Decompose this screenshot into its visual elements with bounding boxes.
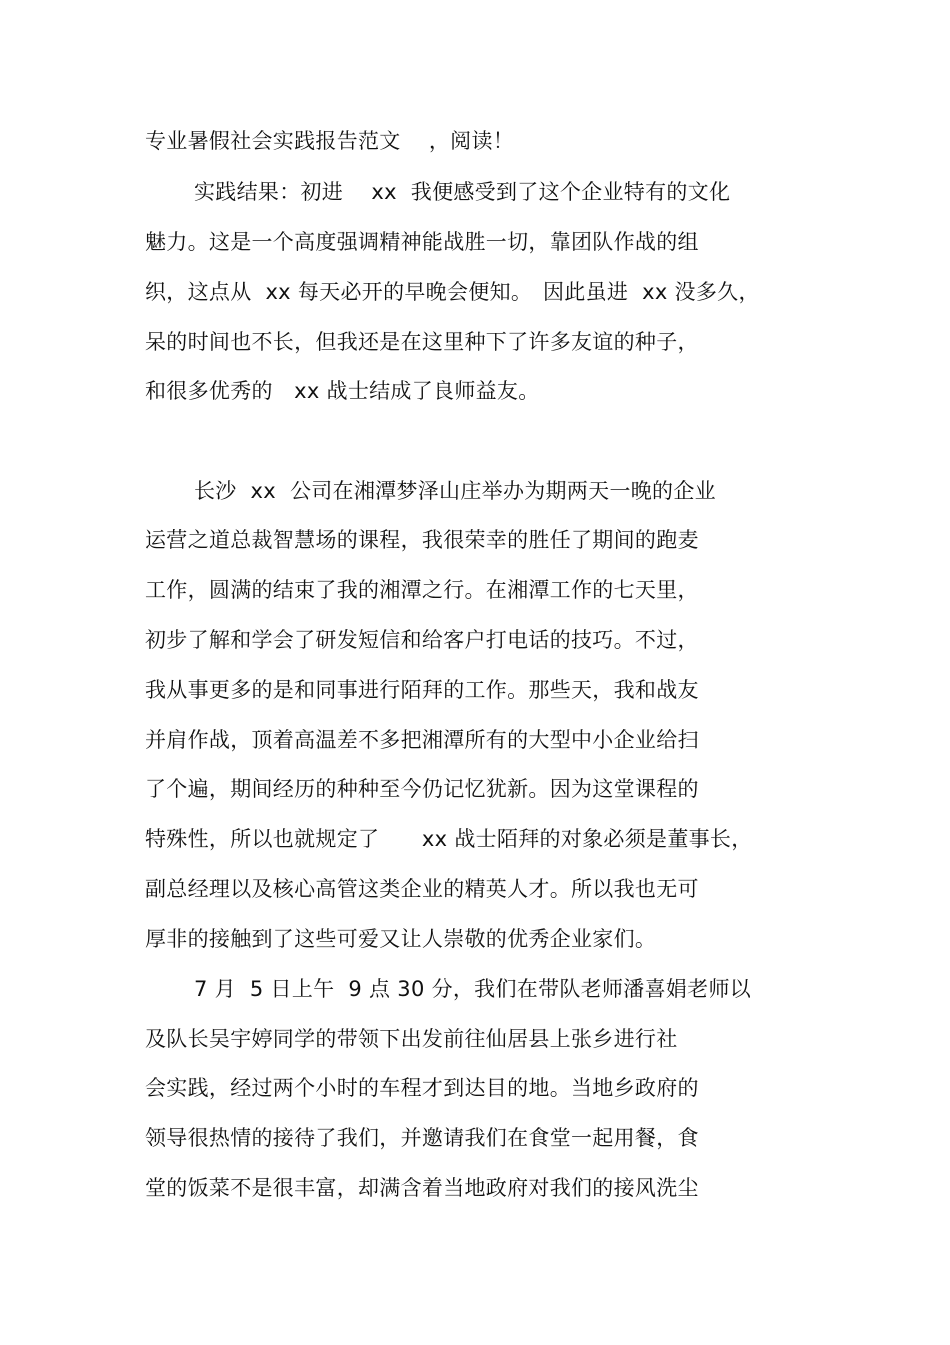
text-line: 厚非的接触到了这些可爱又让人崇敬的优秀企业家们。	[145, 927, 657, 951]
text-line: 专业暑假社会实践报告范文 ，阅读！	[145, 129, 515, 153]
text-line: 我从事更多的是和同事进行陌拜的工作。那些天，我和战友	[145, 678, 699, 702]
text-line: 工作，圆满的结束了我的湘潭之行。在湘潭工作的七天里，	[145, 578, 699, 602]
text-line: 初步了解和学会了研发短信和给客户打电话的技巧。不过，	[145, 628, 699, 652]
text-line: 呆的时间也不长，但我还是在这里种下了许多友谊的种子，	[145, 330, 699, 354]
text-line: 并肩作战，顶着高温差不多把湘潭所有的大型中小企业给扫	[145, 728, 699, 752]
text-line: 会实践，经过两个小时的车程才到达目的地。当地乡政府的	[145, 1076, 699, 1100]
text-line: 堂的饭菜不是很丰富，却满含着当地政府对我们的接风洗尘	[145, 1176, 699, 1200]
text-line: 和很多优秀的 xx 战士结成了良师益友。	[145, 379, 540, 403]
text-line: 运营之道总裁智慧场的课程，我很荣幸的胜任了期间的跑麦	[145, 528, 699, 552]
text-line: 7 月 5 日上午 9 点 30 分，我们在带队老师潘喜娟老师以	[194, 977, 752, 1001]
text-line: 魅力。这是一个高度强调精神能战胜一切，靠团队作战的组	[145, 230, 699, 254]
text-line: 实践结果：初进 xx 我便感受到了这个企业特有的文化	[194, 180, 731, 204]
text-line: 长沙 xx 公司在湘潭梦泽山庄举办为期两天一晚的企业	[194, 479, 716, 503]
text-line: 副总经理以及核心高管这类企业的精英人才。所以我也无可	[145, 877, 699, 901]
text-line: 了个遍，期间经历的种种至今仍记忆犹新。因为这堂课程的	[145, 777, 699, 801]
text-line: 领导很热情的接待了我们，并邀请我们在食堂一起用餐，食	[145, 1126, 699, 1150]
text-line: 织，这点从 xx 每天必开的早晚会便知。 因此虽进 xx 没多久，	[145, 280, 760, 304]
text-line: 及队长吴宇婷同学的带领下出发前往仙居县上张乡进行社	[145, 1027, 678, 1051]
text-line: 特殊性，所以也就规定了 xx 战士陌拜的对象必须是董事长，	[145, 827, 753, 851]
